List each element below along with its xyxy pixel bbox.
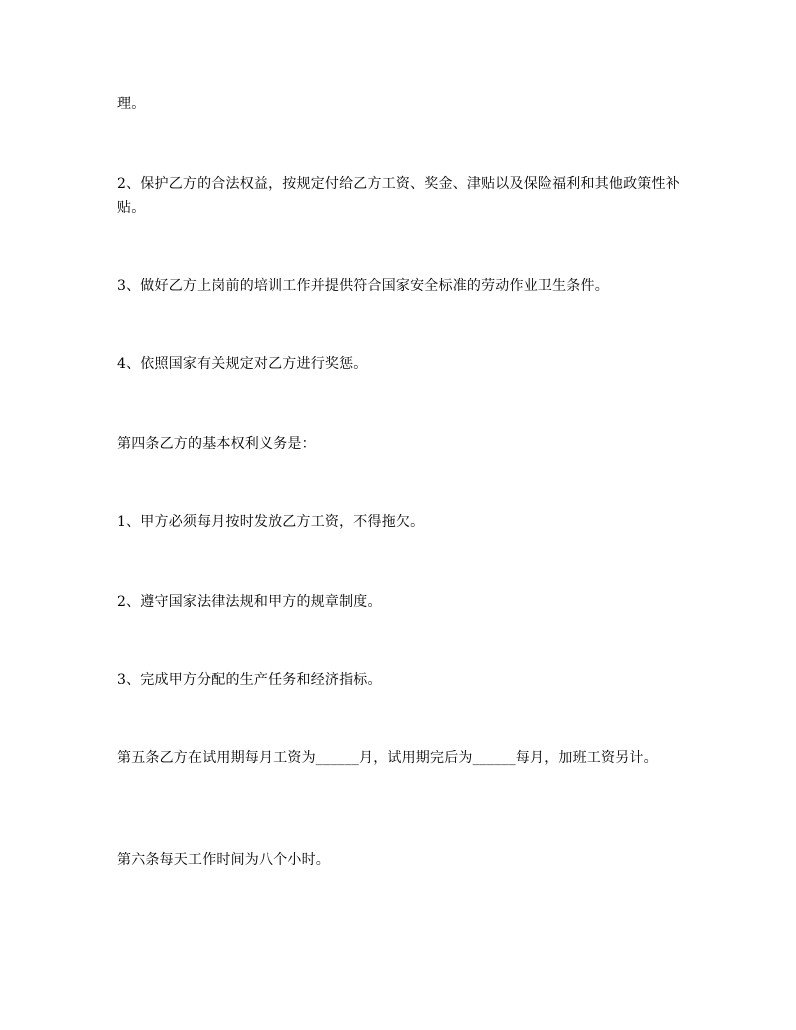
paragraph-clause-3-training: 3、做好乙方上岗前的培训工作并提供符合国家安全标准的劳动作业卫生条件。 [117,278,609,294]
paragraph-article-4-item-2: 2、遵守国家法律法规和甲方的规章制度。 [117,594,382,610]
paragraph-clause-2-protect-rights: 2、保护乙方的合法权益，按规定付给乙方工资、奖金、津贴以及保险福利和其他政策性补贴。 [117,176,680,216]
paragraph-article-4-item-3: 3、完成甲方分配的生产任务和经济指标。 [117,672,382,688]
paragraph-clause-4-rewards: 4、依照国家有关规定对乙方进行奖惩。 [117,356,368,372]
paragraph-article-4-item-1: 1、甲方必须每月按时发放乙方工资，不得拖欠。 [117,514,425,530]
paragraph-article-5-salary: 第五条乙方在试用期每月工资为______月，试用期完后为______每月，加班工资另计。 [117,750,658,766]
paragraph-article-6-working-hours: 第六条每天工作时间为八个小时。 [117,852,330,868]
paragraph-article-4-heading: 第四条乙方的基本权利义务是： [117,436,316,452]
paragraph-continuation: 理。 [117,96,146,112]
